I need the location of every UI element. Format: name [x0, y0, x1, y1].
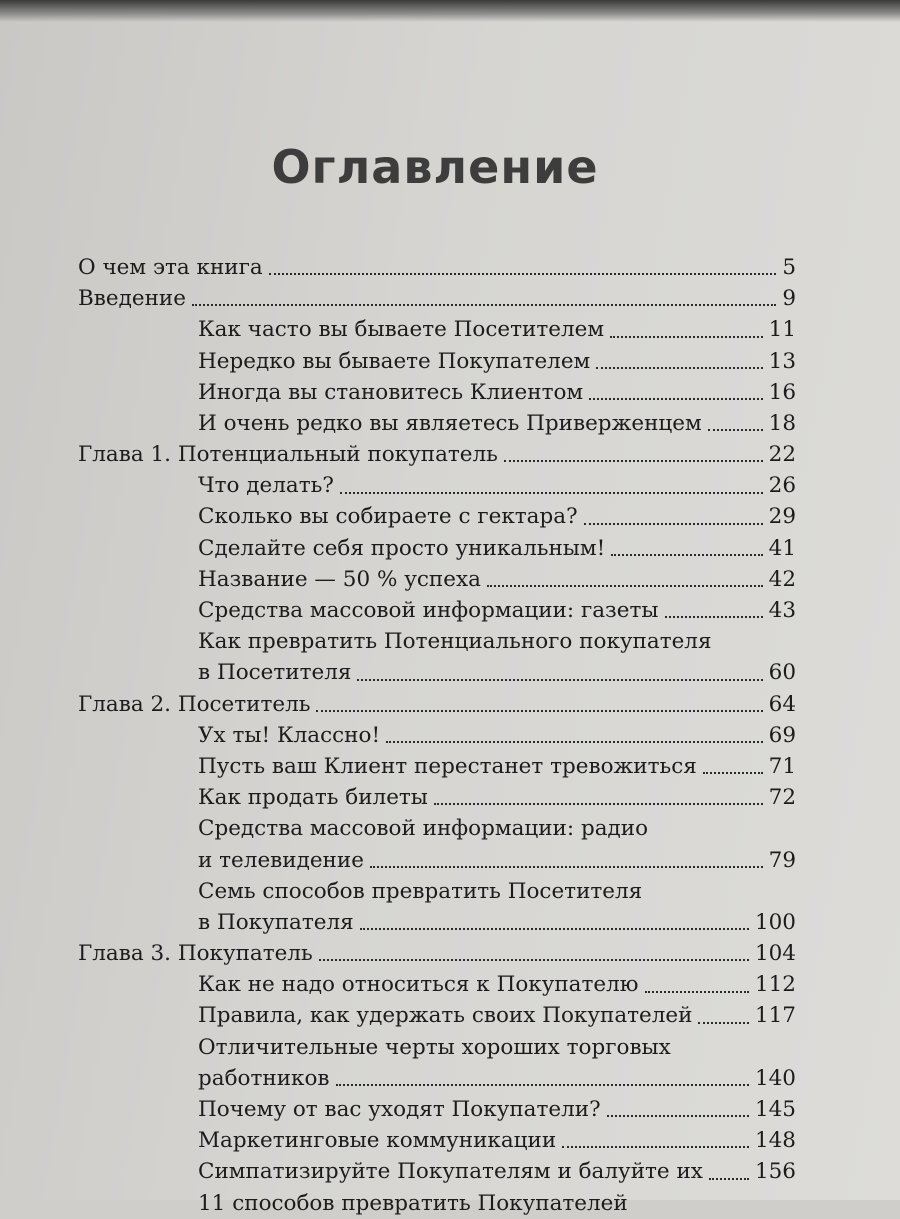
toc-entry	[78, 720, 796, 751]
toc-entry	[78, 1156, 796, 1187]
dot-leader	[370, 866, 763, 868]
toc-entry-title: Ух ты! Классно!	[198, 722, 381, 748]
toc-entry-title: Как часто вы бываете Посетителем	[198, 317, 605, 343]
toc-entry-title: Как продать билеты	[198, 785, 428, 811]
toc-entry-title: Средства массовой информации: газеты	[198, 598, 659, 624]
dot-leader	[340, 492, 763, 494]
toc-entry	[78, 1125, 796, 1156]
toc-entry-title: в Покупателя	[198, 909, 354, 935]
dot-leader	[596, 367, 762, 369]
toc-entry-page-number: 140	[754, 1065, 796, 1091]
toc-entry-page-number: 22	[768, 442, 796, 468]
toc-entry-title: Сколько вы собираете с гектара?	[198, 504, 578, 530]
toc-entry-page-number: 26	[768, 473, 796, 499]
toc-entry-title: Введение	[78, 286, 186, 312]
toc-entry-title: Нередко вы бываете Покупателем	[198, 348, 591, 374]
toc-entry-title: Пусть ваш Клиент перестанет тревожиться	[198, 753, 697, 779]
toc-entry-title: И очень редко вы являетесь Приверженцем	[198, 410, 702, 436]
toc-entry	[78, 595, 796, 626]
toc-entry-title: Название — 50 % успеха	[198, 566, 481, 592]
toc-entry	[78, 782, 796, 813]
toc-entry	[78, 439, 796, 470]
toc-entry-title: Что делать?	[198, 473, 334, 499]
toc-entry-page-number: 112	[754, 972, 796, 998]
toc-entry-title: Глава 2. Посетитель	[78, 691, 311, 717]
toc-entry	[78, 657, 796, 688]
toc-entry-title: 11 способов превратить Покупателей	[198, 1190, 628, 1216]
toc-entry	[78, 751, 796, 782]
toc-entry	[78, 969, 796, 1000]
toc-entry	[78, 377, 796, 408]
dot-leader	[357, 679, 762, 681]
toc-entry	[78, 314, 796, 345]
toc-entry	[78, 408, 796, 439]
toc-entry-title: Симпатизируйте Покупателям и балуйте их	[198, 1159, 703, 1185]
toc-entry-page-number: 5	[782, 254, 796, 280]
toc-entry	[78, 564, 796, 595]
toc-entry	[78, 626, 796, 657]
dot-leader	[319, 959, 749, 961]
toc-entry-page-number: 43	[768, 598, 796, 624]
toc-entry-page-number: 42	[768, 566, 796, 592]
dot-leader	[665, 616, 763, 618]
toc-entry-title: Отличительные черты хороших торговых	[198, 1034, 671, 1060]
toc-entry	[78, 689, 796, 720]
toc-entry	[78, 283, 796, 314]
toc-entry-title: Средства массовой информации: радио	[198, 816, 649, 842]
toc-entry-page-number: 60	[768, 660, 796, 686]
toc-entry-page-number: 156	[754, 1159, 796, 1185]
toc-entry-title: Как превратить Потенциального покупателя	[198, 629, 712, 655]
toc-entry-title: О чем эта книга	[78, 254, 263, 280]
toc-entry	[78, 938, 796, 969]
toc-entry-page-number: 145	[754, 1097, 796, 1123]
toc-entry-title: Почему от вас уходят Покупатели?	[198, 1097, 601, 1123]
dot-leader	[703, 772, 763, 774]
toc-entry	[78, 876, 796, 907]
dot-leader	[589, 398, 763, 400]
table-of-contents	[78, 252, 796, 1219]
dot-leader	[709, 1178, 749, 1180]
toc-entry-page-number: 16	[768, 379, 796, 405]
toc-entry-title: Как не надо относиться к Покупателю	[198, 972, 639, 998]
toc-entry	[78, 346, 796, 377]
toc-entry	[78, 845, 796, 876]
toc-entry-title: в Посетителя	[198, 660, 352, 686]
toc-entry	[78, 907, 796, 938]
toc-entry-page-number: 79	[768, 847, 796, 873]
toc-entry-page-number: 148	[754, 1128, 796, 1154]
dot-leader	[708, 429, 763, 431]
toc-entry-page-number: 71	[768, 753, 796, 779]
dot-leader	[269, 273, 777, 275]
toc-entry-title: Глава 1. Потенциальный покупатель	[78, 442, 498, 468]
toc-entry-page-number: 117	[754, 1003, 796, 1029]
dot-leader	[487, 585, 763, 587]
toc-entry-title: Маркетинговые коммуникации	[198, 1128, 557, 1154]
dot-leader	[610, 336, 763, 338]
page-title: Оглавление	[271, 140, 599, 194]
toc-entry-page-number: 100	[754, 909, 796, 935]
toc-entry-title: работников	[198, 1065, 330, 1091]
toc-entry-title: Глава 3. Покупатель	[78, 941, 313, 967]
dot-leader	[504, 460, 763, 462]
toc-entry	[78, 502, 796, 533]
toc-entry-page-number: 9	[782, 286, 796, 312]
dot-leader	[336, 1084, 749, 1086]
toc-entry-page-number: 13	[768, 348, 796, 374]
toc-entry	[78, 533, 796, 564]
dot-leader	[698, 1022, 748, 1024]
toc-entry-page-number: 64	[768, 691, 796, 717]
toc-entry-page-number: 72	[768, 785, 796, 811]
toc-entry	[78, 1188, 796, 1219]
dot-leader	[562, 1146, 749, 1148]
toc-entry-page-number: 18	[768, 410, 796, 436]
toc-entry	[78, 1094, 796, 1125]
toc-entry-title: Правила, как удержать своих Покупателей	[198, 1003, 693, 1029]
dot-leader	[386, 741, 763, 743]
toc-entry-title: Иногда вы становитесь Клиентом	[198, 379, 584, 405]
toc-entry-page-number: 11	[768, 317, 796, 343]
toc-entry	[78, 1063, 796, 1094]
dot-leader	[611, 554, 762, 556]
toc-entry	[78, 252, 796, 283]
toc-entry	[78, 813, 796, 844]
dot-leader	[645, 991, 749, 993]
dot-leader	[316, 710, 762, 712]
toc-entry-page-number: 29	[768, 504, 796, 530]
toc-entry-title: Сделайте себя просто уникальным!	[198, 535, 606, 561]
dot-leader	[607, 1115, 749, 1117]
toc-entry	[78, 1001, 796, 1032]
dot-leader	[584, 523, 763, 525]
toc-entry-title: Семь способов превратить Посетителя	[198, 878, 643, 904]
toc-entry-page-number: 69	[768, 722, 796, 748]
dot-leader	[192, 304, 776, 306]
toc-entry	[78, 1032, 796, 1063]
toc-entry-page-number: 41	[768, 535, 796, 561]
dot-leader	[434, 803, 763, 805]
dot-leader	[360, 928, 749, 930]
toc-entry	[78, 470, 796, 501]
page-edge-shadow	[0, 0, 900, 22]
toc-entry-page-number: 104	[754, 941, 796, 967]
toc-entry-title: и телевидение	[198, 847, 364, 873]
